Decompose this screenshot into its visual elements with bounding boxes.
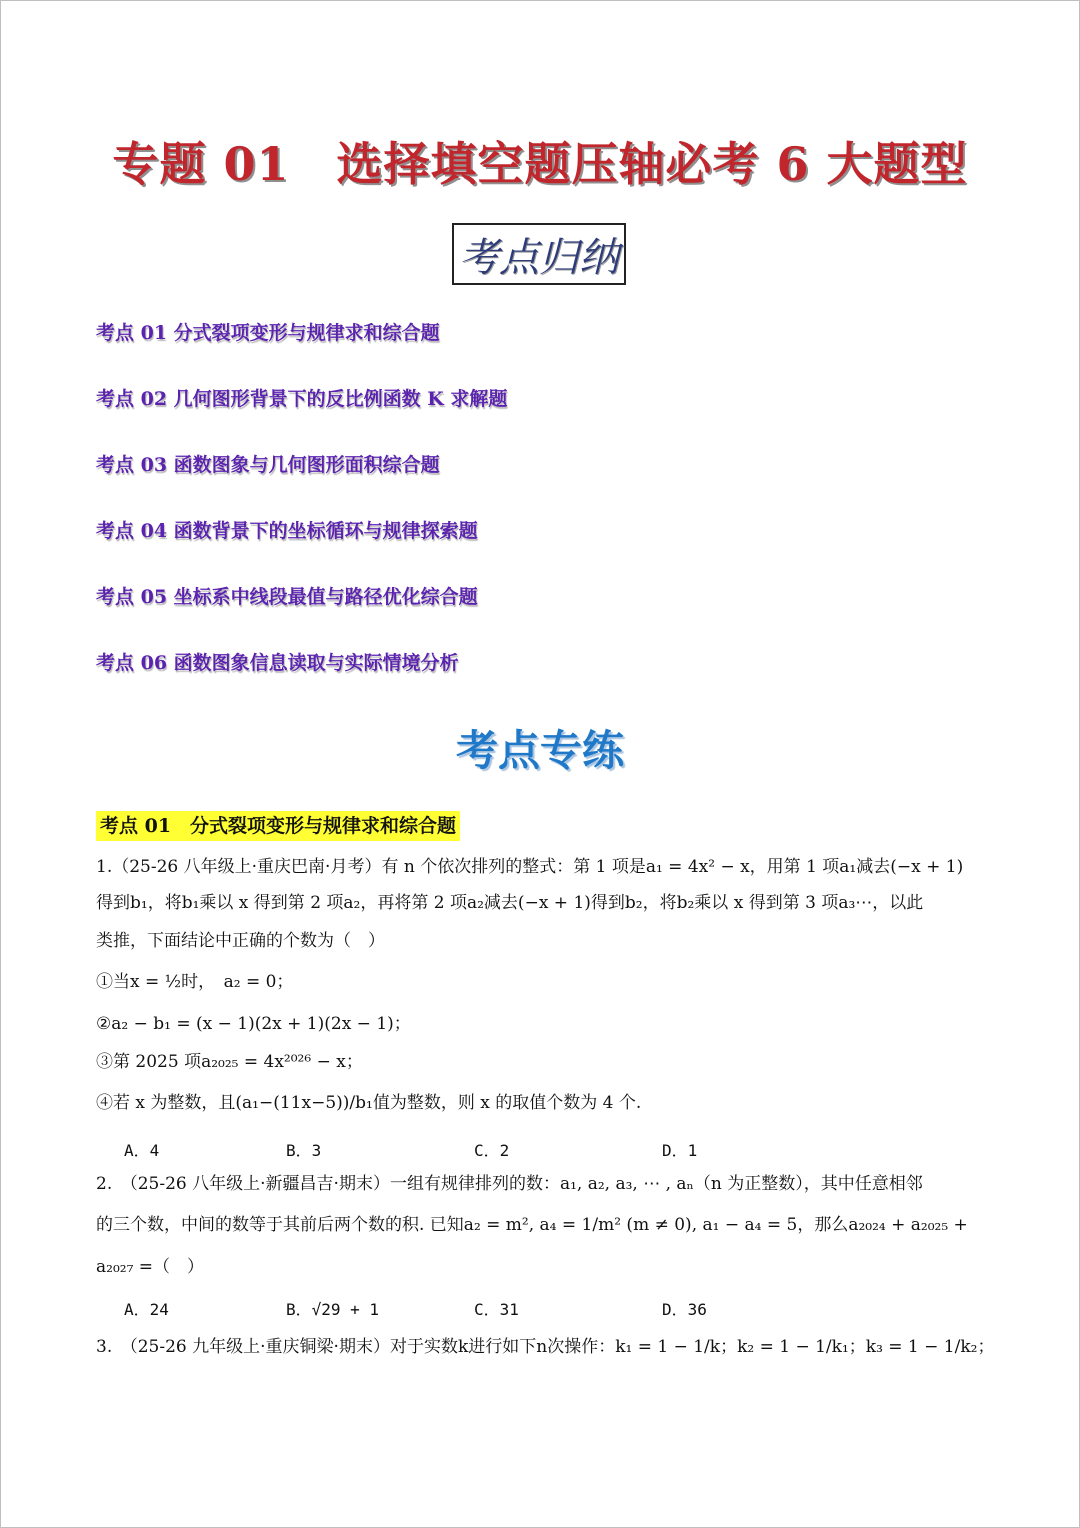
option-a: A．24 <box>124 1300 169 1319</box>
option-b: B．√29 + 1 <box>286 1300 380 1319</box>
question-3-line-1: 3. （25-26 九年级上·重庆铜梁·期末）对于实数k进行如下n次操作：k₁ = 1 − 1/k；k₂ = 1 − 1/k₁；k₃ = 1 − 1/k₂； <box>96 1337 995 1357</box>
option-a: A．4 <box>124 1141 160 1160</box>
option-c: C．31 <box>474 1300 519 1319</box>
topic-item: 考点 06 函数图象信息读取与实际情境分析 <box>96 652 459 674</box>
summary-heading-box <box>452 223 626 285</box>
question-1-line-1: 1.（25-26 八年级上·重庆巴南·月考）有 n 个依次排列的整式：第 1 项是a₁ = 4x² − x，用第 1 项a₁减去(−x + 1) <box>96 857 964 877</box>
question-1-statement-3: ③第 2025 项a₂₀₂₅ = 4x²⁰²⁶ − x； <box>96 1052 363 1072</box>
topic-item: 考点 05 坐标系中线段最值与路径优化综合题 <box>96 586 478 608</box>
question-1-statement-2: ②a₂ − b₁ = (x − 1)(2x + 1)(2x − 1)； <box>96 1014 411 1034</box>
topic-list <box>96 318 796 714</box>
topic-item: 考点 01 分式裂项变形与规律求和综合题 <box>96 322 440 344</box>
section-heading: 考点 01 分式裂项变形与规律求和综合题 <box>96 811 460 841</box>
topic-item: 考点 04 函数背景下的坐标循环与规律探索题 <box>96 520 478 542</box>
summary-heading: 考点归纳 <box>459 234 619 281</box>
topic-item: 考点 03 函数图象与几何图形面积综合题 <box>96 454 440 476</box>
option-c: C．2 <box>474 1141 510 1160</box>
question-1-statement-1: ①当x = ½时， a₂ = 0； <box>96 972 294 992</box>
option-b: B．3 <box>286 1141 322 1160</box>
question-2-line-3: a₂₀₂₇ =（ ） <box>96 1257 205 1277</box>
topic-item: 考点 02 几何图形背景下的反比例函数 K 求解题 <box>96 388 508 410</box>
question-2-line-1: 2. （25-26 八年级上·新疆昌吉·期末）一组有规律排列的数：a₁, a₂, a₃, ⋯ , aₙ（n 为正整数），其中任意相邻 <box>96 1174 923 1194</box>
question-1-line-3: 类推，下面结论中正确的个数为（ ） <box>96 931 385 951</box>
question-1-statement-4: ④若 x 为整数，且(a₁−(11x−5))/b₁值为整数，则 x 的取值个数为 4 个. <box>96 1093 642 1113</box>
option-d: D．1 <box>662 1141 698 1160</box>
question-1-line-2: 得到b₁，将b₁乘以 x 得到第 2 项a₂，再将第 2 项a₂减去(−x + 1)得到b₂，将b₂乘以 x 得到第 3 项a₃⋯，以此 <box>96 893 924 913</box>
option-d: D．36 <box>662 1300 707 1319</box>
question-2-line-2: 的三个数，中间的数等于其前后两个数的积. 已知a₂ = m², a₄ = 1/m² (m ≠ 0), a₁ − a₄ = 5，那么a₂₀₂₄ + a₂₀₂₅ + <box>96 1215 968 1235</box>
practice-heading: 考点专练 <box>455 726 624 775</box>
document-title: 专题 01 选择填空题压轴必考 6 大题型 <box>112 137 968 191</box>
